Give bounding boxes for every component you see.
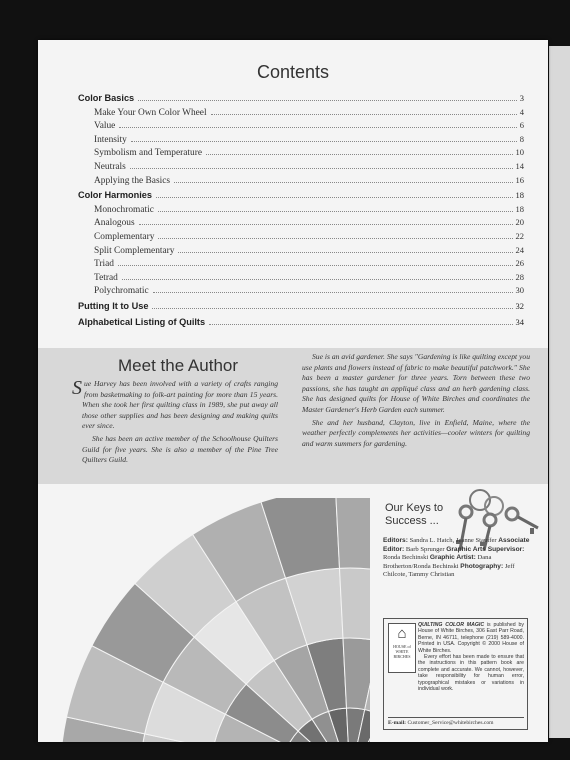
- toc-leader-dots: [174, 182, 512, 183]
- toc-leader-dots: [131, 141, 517, 142]
- toc-leader-dots: [206, 154, 512, 155]
- toc-label: Split Complementary: [94, 245, 175, 256]
- toc-leader-dots: [130, 168, 513, 169]
- credit-line: Editors: Sandra L. Hatch, Jeanne Stauffer: [383, 537, 497, 544]
- email-line: E-mail: Customer_Service@whitebirches.com: [388, 717, 524, 726]
- toc-page-number: 30: [515, 285, 524, 296]
- contents-page: [38, 40, 548, 742]
- toc-page-number: 3: [519, 93, 524, 103]
- author-paragraph-3: Sue is an avid gardener. She says "Gardening is like quilting except you use plants and flowers instead of fabric to make beautiful patchwork." She has been a master gardener for three years. Torn between these two passions, she has taught an appliqué class and an herb gardening class. She has designed quilts for House of White Birches and coordinates the Master Gardener's Herb Garden each summer.: [302, 352, 530, 414]
- toc-entry: [78, 175, 524, 189]
- toc-page-number: 22: [515, 230, 524, 241]
- credit-line: Photography: Jeff Chilcote, Tammy Christian: [383, 562, 515, 579]
- toc-entry: [78, 190, 524, 204]
- toc-leader-dots: [158, 211, 513, 212]
- toc-label: Monochromatic: [94, 204, 154, 215]
- credit-line: Associate Editor: Barb Sprunger: [383, 537, 530, 553]
- toc-page-number: 32: [515, 300, 524, 311]
- publisher-info: QUILTING COLOR MAGIC is published by House of White Birches, 306 East Parr Road, Berne, IN 46711, telephone (219) 589-4000. Printed in USA. Copyright © 2000 House of White Birches. Every effort has been made to ensure that the instructions in this pattern book are complete and accurate. We cannot, however, take responsibility for human error, typographical mistakes or variations in individual work.: [418, 622, 524, 693]
- toc-label: Tetrad: [94, 272, 118, 283]
- toc-entry: [78, 93, 524, 107]
- toc-leader-dots: [139, 224, 513, 225]
- toc-entry: [78, 245, 524, 259]
- toc-page-number: 10: [515, 147, 524, 158]
- toc-leader-dots: [211, 114, 517, 115]
- toc-page-number: 8: [519, 133, 524, 144]
- toc-label: Intensity: [94, 134, 127, 145]
- toc-page-number: 26: [515, 258, 524, 269]
- toc-leader-dots: [118, 265, 513, 266]
- page-title: Contents: [256, 62, 330, 82]
- toc-page-number: 18: [515, 190, 524, 201]
- toc-entry: [78, 272, 524, 286]
- toc-leader-dots: [156, 197, 512, 198]
- toc-entry: [78, 204, 524, 218]
- toc-leader-dots: [122, 279, 513, 280]
- publisher-info-box: [383, 618, 528, 730]
- toc-label: Color Basics: [78, 93, 135, 103]
- drop-cap: S: [72, 377, 82, 399]
- toc-entry: [78, 120, 524, 134]
- toc-entry: [78, 134, 524, 148]
- toc-leader-dots: [152, 308, 512, 309]
- next-page-edge: [549, 46, 570, 738]
- credit-line: Graphic Artist: Dana Brotherton/Ronda Bechinski: [383, 554, 492, 570]
- toc-label: Triad: [94, 259, 114, 270]
- toc-entry: [78, 317, 524, 331]
- toc-page-number: 20: [515, 217, 524, 228]
- toc-entry: [78, 301, 524, 315]
- wheel-segment: [336, 498, 370, 573]
- author-paragraph-4: She and her husband, Clayton, live in Enfield, Maine, where the weather perfectly complements her activities—cooler winters for quilting and warm summers for gardening.: [302, 417, 530, 448]
- toc-page-number: 34: [515, 316, 524, 327]
- author-paragraph-1: ue Harvey has been involved with a variety of crafts ranging from basketmaking to folk-art painting for more than 15 years. When she took her first quilting class in 1989, she put away all those other supplies and has been designing and making quilts ever since.: [82, 379, 278, 431]
- credit-line: Graphic Arts Supervisor: Ronda Bechinski: [383, 545, 525, 562]
- toc-label: Applying the Basics: [94, 175, 171, 186]
- toc-entry: [78, 231, 524, 245]
- toc-page-number: 14: [515, 160, 524, 171]
- toc-label: Value: [94, 121, 116, 132]
- toc-entry: [78, 217, 524, 231]
- toc-label: Complementary: [94, 231, 155, 242]
- wheel-segment: [340, 568, 370, 641]
- toc-leader-dots: [178, 252, 512, 253]
- toc-entry: [78, 147, 524, 161]
- author-heading: Meet the Author: [118, 356, 239, 375]
- toc-label: Make Your Own Color Wheel: [94, 107, 207, 118]
- toc-label: Neutrals: [94, 161, 126, 172]
- toc-page-number: 6: [519, 120, 524, 131]
- toc-entry: [78, 258, 524, 272]
- publisher-logo: ⌂ HOUSE of WHITE BIRCHES: [388, 623, 416, 673]
- toc-page-number: 16: [515, 174, 524, 185]
- toc-page-number: 18: [515, 203, 524, 214]
- toc-leader-dots: [153, 292, 513, 293]
- toc-leader-dots: [158, 238, 512, 239]
- toc-entry: [78, 285, 524, 299]
- table-of-contents: [78, 93, 524, 330]
- author-paragraph-2: She has been an active member of the Schoolhouse Quilters Guild for five years. She is also a member of the Pine Tree Quilters Guild.: [82, 433, 278, 465]
- toc-label: Polychromatic: [94, 286, 149, 297]
- toc-leader-dots: [119, 127, 516, 128]
- staff-credits: [383, 537, 533, 580]
- toc-page-number: 28: [515, 271, 524, 282]
- toc-label: Putting It to Use: [78, 300, 149, 311]
- toc-entry: [78, 107, 524, 121]
- toc-entry: [78, 161, 524, 175]
- wheel-segment: [343, 638, 370, 710]
- author-column-left: [72, 377, 278, 468]
- toc-page-number: 24: [515, 244, 524, 255]
- toc-label: Symbolism and Temperature: [94, 148, 203, 159]
- house-icon: ⌂: [397, 626, 407, 642]
- toc-label: Alphabetical Listing of Quilts: [78, 316, 206, 327]
- author-column-right: [302, 352, 530, 451]
- toc-label: Analogous: [94, 218, 135, 229]
- toc-page-number: 4: [519, 106, 524, 117]
- email-link[interactable]: Customer_Service@whitebirches.com: [407, 720, 494, 726]
- toc-label: Color Harmonies: [78, 190, 153, 201]
- color-wheel-illustration: [50, 498, 370, 742]
- toc-leader-dots: [209, 324, 512, 325]
- keys-heading: Our Keys to Success ...: [385, 502, 444, 527]
- toc-leader-dots: [138, 100, 517, 101]
